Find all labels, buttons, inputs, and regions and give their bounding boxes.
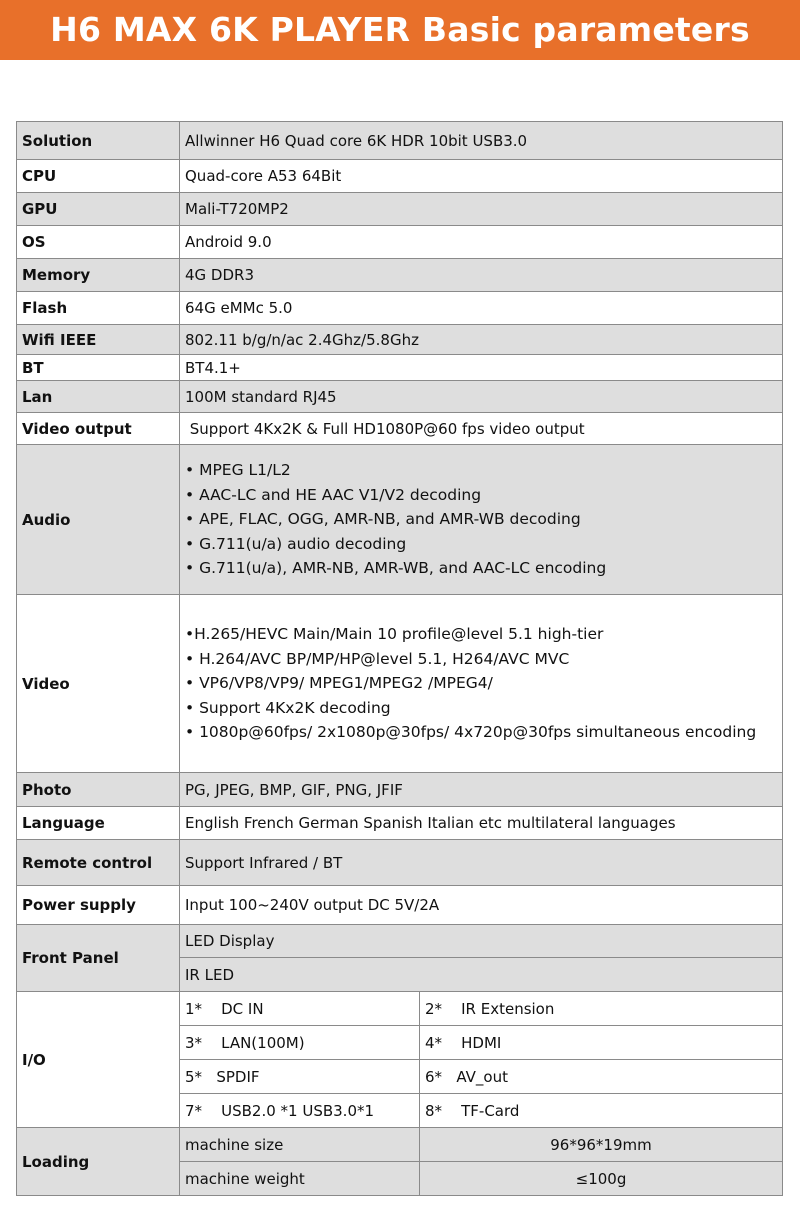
- io-port: 2* IR Extension: [420, 992, 783, 1026]
- list-item: • APE, FLAC, OGG, AMR-NB, and AMR-WB decoding: [185, 510, 581, 529]
- row-value: [180, 445, 783, 595]
- spec-row-front-panel: [17, 925, 783, 958]
- list-item: • 1080p@60fps/ 2x1080p@30fps/ 4x720p@30fps simultaneous encoding: [185, 723, 757, 742]
- row-label: Wifi IEEE: [17, 325, 180, 355]
- row-label: BT: [17, 355, 180, 381]
- spec-row-photo: [17, 773, 783, 807]
- spec-row-power: [17, 886, 783, 925]
- io-port: 4* HDMI: [420, 1026, 783, 1060]
- list-item: • G.711(u/a), AMR-NB, AMR-WB, and AAC-LC encoding: [185, 559, 607, 578]
- spec-row-bt: [17, 355, 783, 381]
- spec-row-wifi: [17, 325, 783, 355]
- row-label: Video output: [17, 413, 180, 445]
- spec-row-lan: [17, 381, 783, 413]
- spec-row-memory: [17, 259, 783, 292]
- io-port: 6* AV_out: [420, 1060, 783, 1094]
- row-label: CPU: [17, 160, 180, 193]
- list-item: • AAC-LC and HE AAC V1/V2 decoding: [185, 485, 482, 504]
- spec-row-flash: [17, 292, 783, 325]
- spec-row-io: [17, 992, 783, 1026]
- row-value: 4G DDR3: [180, 259, 783, 292]
- row-value: IR LED: [180, 958, 783, 992]
- io-port: 7* USB2.0 *1 USB3.0*1: [180, 1094, 420, 1128]
- row-value: [180, 595, 783, 773]
- list-item: • VP6/VP8/VP9/ MPEG1/MPEG2 /MPEG4/: [185, 674, 493, 693]
- row-value: LED Display: [180, 925, 783, 958]
- row-label: I/O: [17, 992, 180, 1128]
- loading-value: 96*96*19mm: [420, 1128, 783, 1162]
- row-value: English French German Spanish Italian etc multilateral languages: [180, 807, 783, 840]
- row-value: BT4.1+: [180, 355, 783, 381]
- list-item: • MPEG L1/L2: [185, 461, 291, 480]
- loading-value: ≤100g: [420, 1162, 783, 1196]
- row-label: Language: [17, 807, 180, 840]
- spec-row-video: [17, 595, 783, 773]
- spec-row-video-output: [17, 413, 783, 445]
- io-port: 5* SPDIF: [180, 1060, 420, 1094]
- row-label: OS: [17, 226, 180, 259]
- row-label: Solution: [17, 122, 180, 160]
- spec-row-solution: [17, 122, 783, 160]
- row-value: Support 4Kx2K & Full HD1080P@60 fps video output: [180, 413, 783, 445]
- row-value: Allwinner H6 Quad core 6K HDR 10bit USB3.0: [180, 122, 783, 160]
- spec-row-gpu: [17, 193, 783, 226]
- row-value: Mali-T720MP2: [180, 193, 783, 226]
- row-label: Remote control: [17, 840, 180, 886]
- list-item: • G.711(u/a) audio decoding: [185, 534, 407, 553]
- spec-table: [16, 121, 783, 1196]
- list-item: • Support 4Kx2K decoding: [185, 698, 391, 717]
- loading-name: machine weight: [180, 1162, 420, 1196]
- list-item: •H.265/HEVC Main/Main 10 profile@level 5.1 high-tier: [185, 625, 604, 644]
- row-value: PG, JPEG, BMP, GIF, PNG, JFIF: [180, 773, 783, 807]
- row-value: 100M standard RJ45: [180, 381, 783, 413]
- io-port: 1* DC IN: [180, 992, 420, 1026]
- row-label: Lan: [17, 381, 180, 413]
- loading-name: machine size: [180, 1128, 420, 1162]
- row-value: Quad-core A53 64Bit: [180, 160, 783, 193]
- row-label: Video: [17, 595, 180, 773]
- list-item: • H.264/AVC BP/MP/HP@level 5.1, H264/AVC MVC: [185, 649, 570, 668]
- row-value: 64G eMMc 5.0: [180, 292, 783, 325]
- row-label: Memory: [17, 259, 180, 292]
- row-label: Front Panel: [17, 925, 180, 992]
- spec-row-cpu: [17, 160, 783, 193]
- row-value: 802.11 b/g/n/ac 2.4Ghz/5.8Ghz: [180, 325, 783, 355]
- page-title: H6 MAX 6K PLAYER Basic parameters: [0, 0, 800, 60]
- spec-row-remote: [17, 840, 783, 886]
- row-value: Support Infrared / BT: [180, 840, 783, 886]
- row-value: Android 9.0: [180, 226, 783, 259]
- spec-row-os: [17, 226, 783, 259]
- row-label: Flash: [17, 292, 180, 325]
- io-port: 3* LAN(100M): [180, 1026, 420, 1060]
- spec-row-audio: [17, 445, 783, 595]
- spec-row-loading: [17, 1128, 783, 1162]
- io-port: 8* TF-Card: [420, 1094, 783, 1128]
- row-label: Loading: [17, 1128, 180, 1196]
- row-label: Audio: [17, 445, 180, 595]
- row-label: GPU: [17, 193, 180, 226]
- row-label: Power supply: [17, 886, 180, 925]
- row-label: Photo: [17, 773, 180, 807]
- spec-row-language: [17, 807, 783, 840]
- row-value: Input 100~240V output DC 5V/2A: [180, 886, 783, 925]
